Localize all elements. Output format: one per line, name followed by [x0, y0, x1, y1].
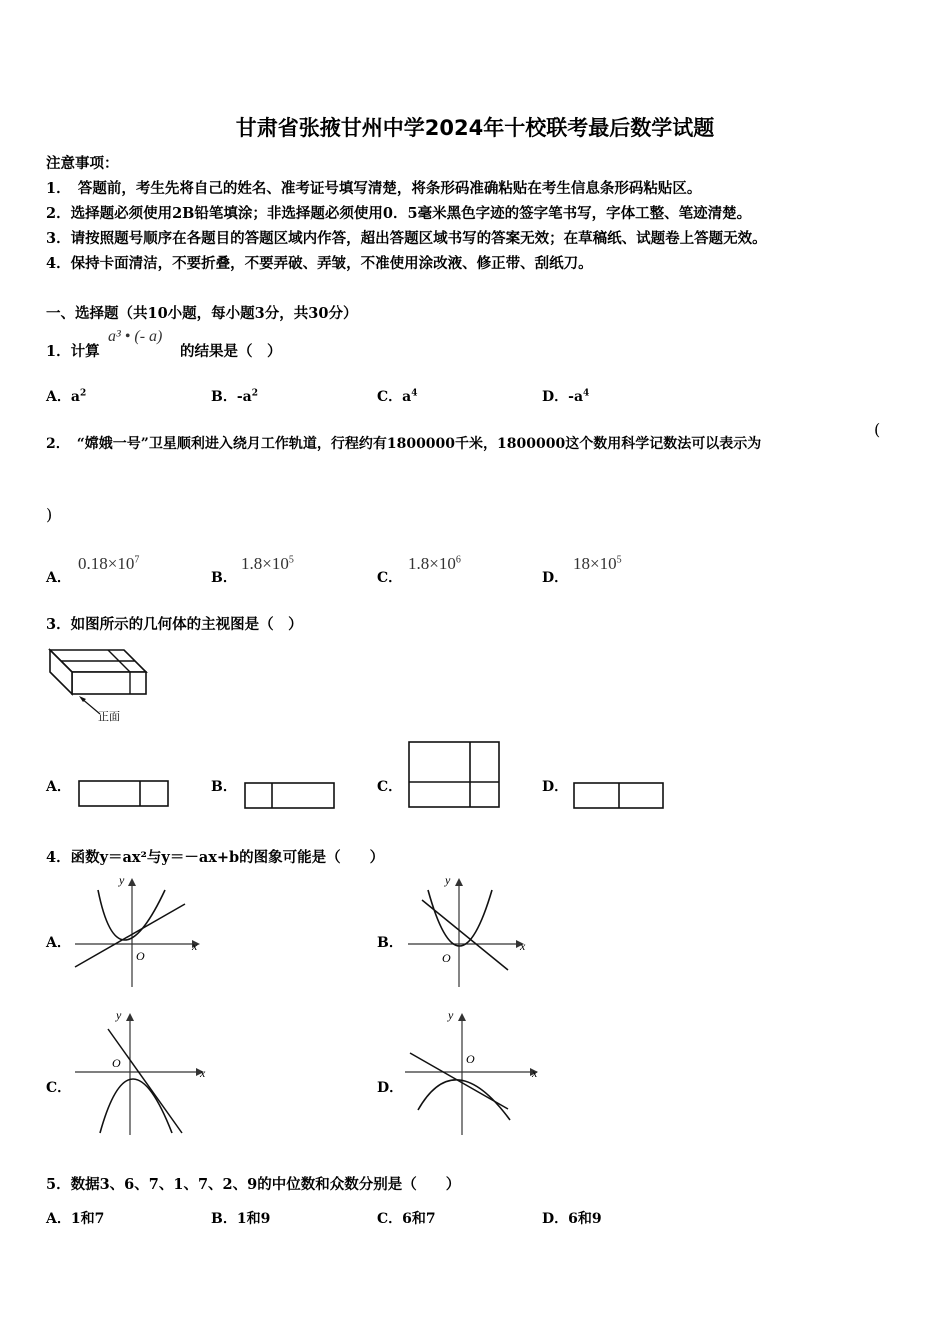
origin-label: O — [136, 949, 145, 963]
q3-option-d-figure — [573, 782, 665, 810]
q2-text: 2． “嫦娥一号”卫星顺利进入绕月工作轨道，行程约有1800000千米，1800000这个数用科学记数法可以表示为 — [46, 436, 762, 452]
axis-y-label: y — [119, 873, 125, 887]
notice-item: 1． 答题前，考生先将自己的姓名、准考证号填写清楚，将条形码准确粘贴在考生信息条形码粘贴区。 — [46, 180, 702, 197]
q4-graph-c — [70, 1005, 220, 1140]
q1-option-a[interactable]: A．$a^2$ — [46, 388, 87, 405]
q2-option-c-label[interactable]: C． — [377, 570, 403, 586]
q3-option-c-label[interactable]: C． — [377, 779, 403, 795]
q2-close-paren: ) — [46, 505, 53, 524]
q3-option-b-figure — [244, 782, 336, 810]
q3-option-b-label[interactable]: B． — [211, 779, 237, 795]
axis-y-label: y — [448, 1008, 454, 1022]
q5-option-a[interactable]: A．1和7 — [46, 1211, 105, 1227]
q4-option-a-label[interactable]: A． — [46, 935, 71, 951]
axis-y-label: y — [116, 1008, 122, 1022]
q4-graph-d — [400, 1005, 550, 1140]
q3-option-a-figure — [78, 780, 170, 808]
q2-option-d-label[interactable]: D． — [542, 570, 569, 586]
axis-x-label: x — [520, 939, 526, 953]
axis-x-label: x — [200, 1066, 206, 1080]
q1-option-d[interactable]: D．$-a^4$ — [542, 388, 590, 405]
q4-graph-b — [400, 872, 540, 992]
notice-item: 3．请按照题号顺序在各题目的答题区域内作答，超出答题区域书写的答案无效；在草稿纸、试题卷上答题无效。 — [46, 230, 767, 247]
q4-option-b-label[interactable]: B． — [377, 935, 403, 951]
q1-expression: a³ • (- a) — [108, 328, 163, 345]
q3-option-d-label[interactable]: D． — [542, 779, 569, 795]
section-heading: 一、选择题（共10小题，每小题3分，共30分） — [46, 305, 358, 322]
origin-label: O — [442, 951, 451, 965]
q3-front-label: 正面 — [98, 710, 120, 723]
q4-option-c-label[interactable]: C． — [46, 1080, 72, 1096]
q1-option-b[interactable]: B．$-a^2$ — [211, 388, 258, 405]
q5-option-d[interactable]: D．6和9 — [542, 1211, 602, 1227]
q2-open-paren: ( — [874, 420, 881, 439]
q4-option-d-label[interactable]: D． — [377, 1080, 404, 1096]
axis-y-label: y — [445, 873, 451, 887]
origin-label: O — [112, 1056, 121, 1070]
q5-option-c[interactable]: C．6和7 — [377, 1211, 436, 1227]
q2-option-a-value: $0.18\times 10^7$ — [78, 554, 140, 573]
q3-option-c-figure — [408, 741, 501, 809]
q2-option-d-value: $18\times 10^5$ — [573, 554, 622, 573]
page-title: 甘肃省张掖甘州中学2024年十校联考最后数学试题 — [235, 116, 715, 140]
q2-option-a-label[interactable]: A． — [46, 570, 71, 586]
q1-prefix: 1．计算 — [46, 343, 100, 360]
q5-option-b[interactable]: B．1和9 — [211, 1211, 271, 1227]
q1-suffix: 的结果是（ ） — [180, 343, 282, 360]
q2-option-b-label[interactable]: B． — [211, 570, 237, 586]
q3-option-a-label[interactable]: A． — [46, 779, 71, 795]
q2-option-c-value: $1.8\times 10^6$ — [408, 554, 461, 573]
q5-text: 5．数据3、6、7、1、7、2、9的中位数和众数分别是（ ） — [46, 1176, 461, 1193]
notice-item: 2．选择题必须使用2B铅笔填涂；非选择题必须使用0．5毫米黑色字迹的签字笔书写，字体工整、笔迹清楚。 — [46, 205, 752, 222]
axis-x-label: x — [532, 1066, 538, 1080]
q4-text: 4．函数y＝ax²与y＝－ax+b的图象可能是（ ） — [46, 849, 385, 866]
q2-option-b-value: $1.8\times 10^5$ — [241, 554, 294, 573]
q1-option-c[interactable]: C．$a^4$ — [377, 388, 418, 405]
notice-heading: 注意事项： — [46, 155, 119, 172]
origin-label: O — [466, 1052, 475, 1066]
notice-item: 4．保持卡面清洁，不要折叠，不要弄破、弄皱，不准使用涂改液、修正带、刮纸刀。 — [46, 255, 593, 272]
q3-text: 3．如图所示的几何体的主视图是（ ） — [46, 616, 303, 633]
axis-x-label: x — [192, 939, 198, 953]
q4-graph-a — [70, 872, 210, 992]
